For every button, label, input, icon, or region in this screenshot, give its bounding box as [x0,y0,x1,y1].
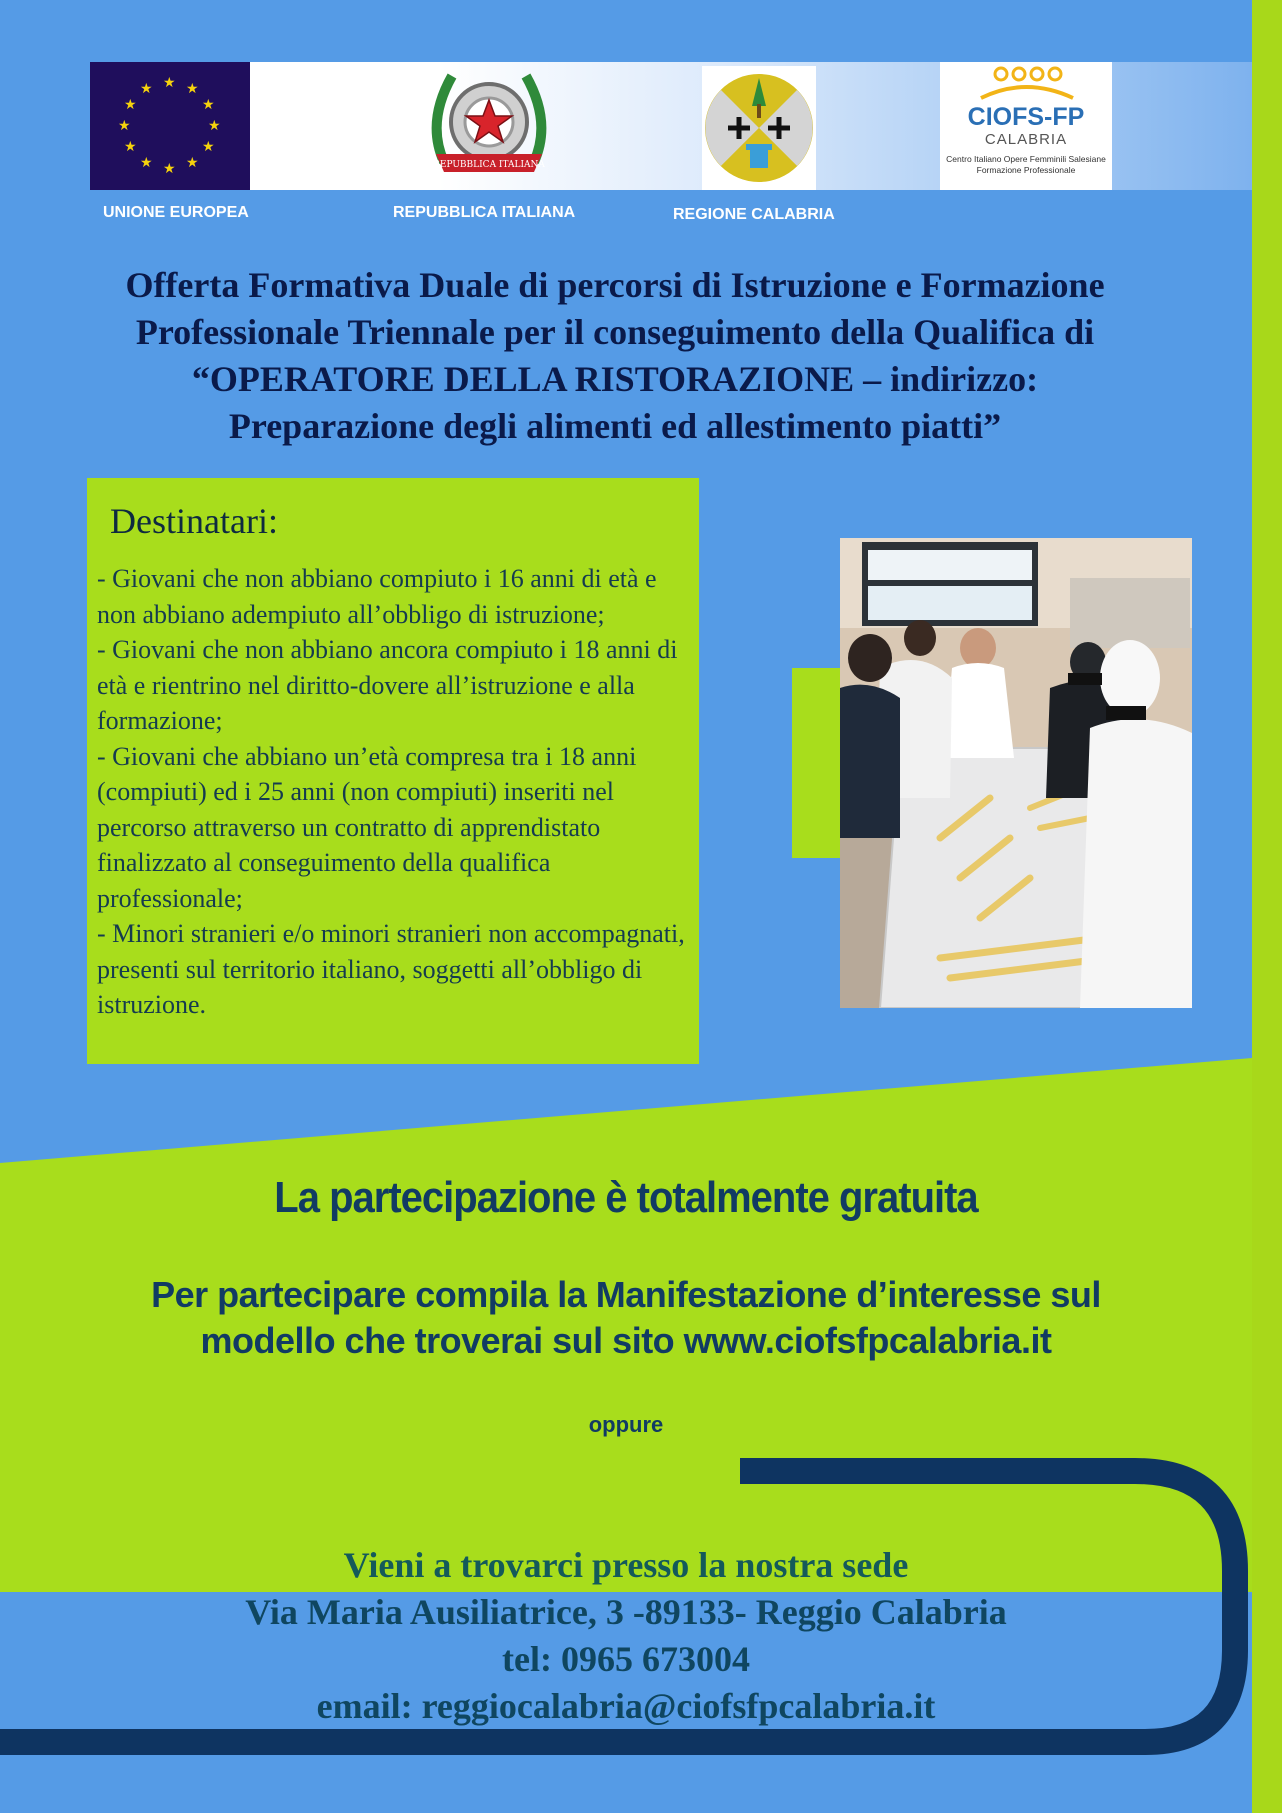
italy-caption: REPUBBLICA ITALIANA [393,204,576,221]
eu-caption: UNIONE EUROPEA [103,204,249,221]
ciofs-region: CALABRIA [984,131,1068,148]
page-headline [70,262,1160,450]
address-text: Via Maria Ausiliatrice, 3 -89133- Reggio Calabria [245,1592,1007,1632]
how-to-participate-text [80,1272,1172,1364]
headline-line-4: Preparazione degli alimenti ed allestimento piatti” [228,406,1002,446]
recipient-item: - Giovani che non abbiano ancora compiuto i 18 anni di età e rientrino nel diritto-dovere all’istruzione e alla formazione; [97,635,678,735]
recipients-list [97,561,697,1023]
headline-line-1: Offerta Formativa Duale di percorsi di Istruzione e Formazione [125,265,1105,305]
email-text: email: reggiocalabria@ciofsfpcalabria.it [316,1686,936,1726]
ciofs-rings-icon [961,64,1091,104]
how-to-line-2: modello che troverai sul sito www.ciofsfpcalabria.it [200,1320,1052,1361]
recipients-title: Destinatari: [110,501,278,541]
recipient-item: - Minori stranieri e/o minori stranieri non accompagnati, presenti sul territorio italiano, soggetti all’obbligo di istruzione. [97,919,685,1019]
headline-line-3: “OPERATORE DELLA RISTORAZIONE – indirizzo: [191,359,1039,399]
phone-text: tel: 0965 673004 [502,1639,750,1679]
or-text: oppure [588,1412,664,1437]
recipient-item: - Giovani che non abbiano compiuto i 16 anni di età e non abbiano adempiuto all’obbligo di istruzione; [97,564,657,629]
recipient-item: - Giovani che abbiano un’età compresa tra i 18 anni (compiuti) ed i 25 anni (non compiuti) inseriti nel percorso attraverso un contratto di apprendistato finalizzato al conseguimento della qualifica professionale; [97,741,637,913]
photo-accent-bar [792,668,840,858]
how-to-line-1: Per partecipare compila la Manifestazione d’interesse sul [151,1274,1101,1315]
visit-us-text: Vieni a trovarci presso la nostra sede [343,1545,909,1585]
ciofs-fp-logo [940,62,1112,190]
eu-flag-logo: ★ ★ ★ ★ ★ ★ ★ ★ ★ ★ ★ ★ [90,62,250,190]
italian-republic-emblem [424,62,554,188]
right-accent-strip [1252,0,1282,1813]
headline-line-2: Professionale Triennale per il conseguimento della Qualifica di [135,312,1095,352]
free-participation-text: La partecipazione è totalmente gratuita [274,1174,978,1222]
kitchen-class-photo [840,538,1192,1008]
emblem-ribbon-text: REPUBBLICA ITALIANA [433,160,545,170]
regione-calabria-emblem [702,66,816,190]
ciofs-name: CIOFS-FP [967,103,1085,131]
ciofs-tagline: Centro Italiano Opere Femminili Salesiane Formazione Professionale [946,154,1106,175]
calabria-caption: REGIONE CALABRIA [673,206,835,223]
